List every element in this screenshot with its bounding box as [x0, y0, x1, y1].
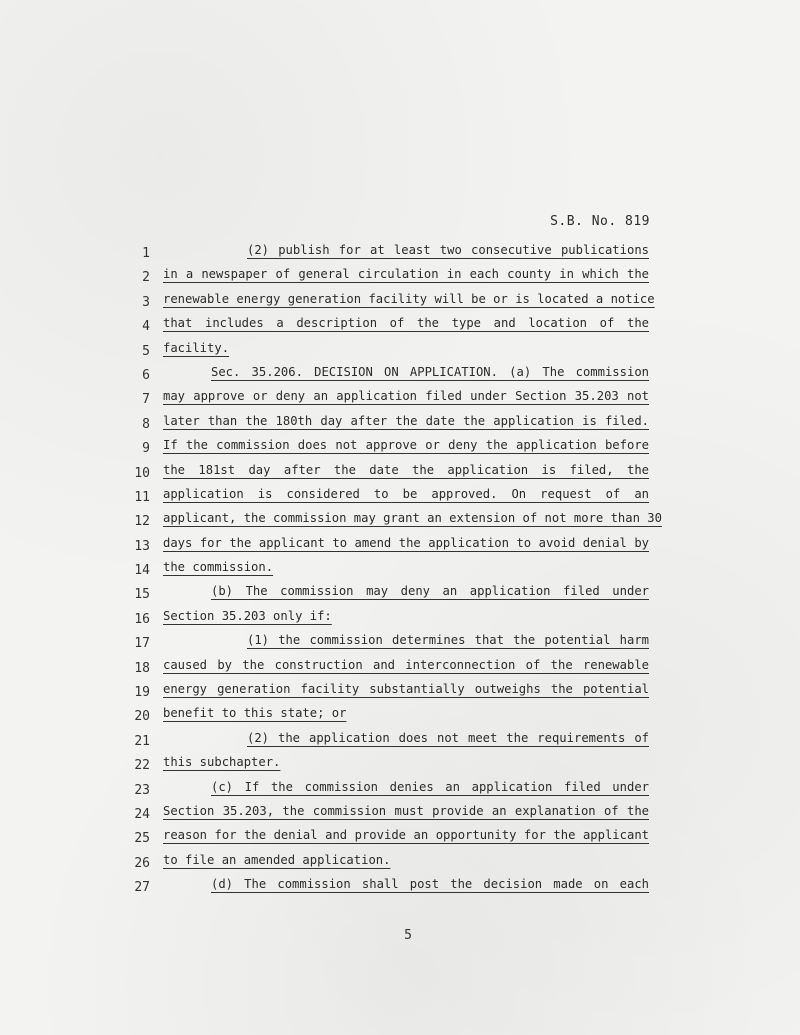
line-number: 10 [134, 465, 150, 481]
line-number: 17 [134, 636, 150, 652]
line-text: application is considered to be approved. On request of an [163, 486, 649, 501]
line-text: the commission. [163, 560, 274, 575]
line [0, 386, 800, 410]
line-text: renewable energy generation facility will be or is located a notice [163, 291, 655, 306]
line [0, 703, 800, 727]
line [0, 801, 800, 825]
line-number: 16 [134, 611, 150, 627]
bill-number: S.B. No. 819 [550, 214, 650, 229]
line [0, 630, 800, 654]
line-number: 8 [142, 416, 150, 432]
line-text: to file an amended application. [163, 852, 391, 867]
line-number: 7 [142, 392, 150, 408]
line-text: (1) the commission determines that the potential harm [247, 633, 649, 648]
line [0, 362, 800, 386]
line-number: 15 [134, 587, 150, 603]
line [0, 289, 800, 313]
line-number: 20 [134, 709, 150, 725]
line-number: 25 [134, 831, 150, 847]
line [0, 850, 800, 874]
line-text: (c) If the commission denies an application filed under [211, 779, 649, 794]
line [0, 460, 800, 484]
line-text: reason for the denial and provide an opportunity for the applicant [163, 828, 649, 843]
line [0, 484, 800, 508]
line-text: If the commission does not approve or deny the application before [163, 438, 649, 453]
line-number: 22 [134, 758, 150, 774]
line-number: 2 [142, 270, 150, 286]
line-number: 24 [134, 806, 150, 822]
line-number: 14 [134, 563, 150, 579]
line [0, 874, 800, 898]
line-text: the 181st day after the date the application is filed, the [163, 462, 649, 477]
line-number: 18 [134, 660, 150, 676]
line-text: (d) The commission shall post the decision made on each [211, 877, 649, 892]
line [0, 728, 800, 752]
line-number: 19 [134, 685, 150, 701]
line [0, 313, 800, 337]
line-text: days for the applicant to amend the application to avoid denial by [163, 535, 649, 550]
line-number: 12 [134, 514, 150, 530]
page-number: 5 [404, 928, 412, 943]
line [0, 508, 800, 532]
line-number: 3 [142, 294, 150, 310]
line-number: 27 [134, 880, 150, 896]
line [0, 679, 800, 703]
line [0, 777, 800, 801]
line-text: Sec. 35.206. DECISION ON APPLICATION. (a) The commission [211, 364, 649, 379]
line-text: in a newspaper of general circulation in each county in which the [163, 267, 649, 282]
line-text: this subchapter. [163, 755, 281, 770]
line-text: (b) The commission may deny an application filed under [211, 584, 649, 599]
line-text: may approve or deny an application filed under Section 35.203 not [163, 389, 649, 404]
line [0, 240, 800, 264]
line [0, 533, 800, 557]
line-number: 6 [142, 367, 150, 383]
line [0, 655, 800, 679]
line-text: (2) the application does not meet the requirements of [247, 730, 649, 745]
line-text: energy generation facility substantially outweighs the potential [163, 682, 649, 697]
line-text: Section 35.203 only if: [163, 608, 332, 623]
line [0, 338, 800, 362]
line-text: facility. [163, 340, 230, 355]
line [0, 411, 800, 435]
line [0, 264, 800, 288]
line-number: 11 [134, 489, 150, 505]
line-number: 21 [134, 733, 150, 749]
line-number: 4 [142, 319, 150, 335]
line-text: applicant, the commission may grant an extension of not more than 30 [163, 511, 662, 526]
line-number: 9 [142, 441, 150, 457]
line [0, 825, 800, 849]
line-text: (2) publish for at least two consecutive publications [247, 243, 649, 257]
line-number: 5 [142, 343, 150, 359]
line [0, 557, 800, 581]
line-text: Section 35.203, the commission must provide an explanation of the [163, 803, 649, 818]
line-text: benefit to this state; or [163, 706, 347, 721]
line [0, 581, 800, 605]
numbered-lines [0, 240, 800, 899]
line-number: 26 [134, 855, 150, 871]
line [0, 606, 800, 630]
line-text: caused by the construction and interconnection of the renewable [163, 657, 649, 672]
line-text: that includes a description of the type and location of the [163, 316, 649, 331]
line [0, 435, 800, 459]
line-number: 13 [134, 538, 150, 554]
line [0, 752, 800, 776]
line-text: later than the 180th day after the date the application is filed. [163, 413, 649, 428]
line-number: 23 [134, 782, 150, 798]
line-number: 1 [142, 246, 150, 261]
